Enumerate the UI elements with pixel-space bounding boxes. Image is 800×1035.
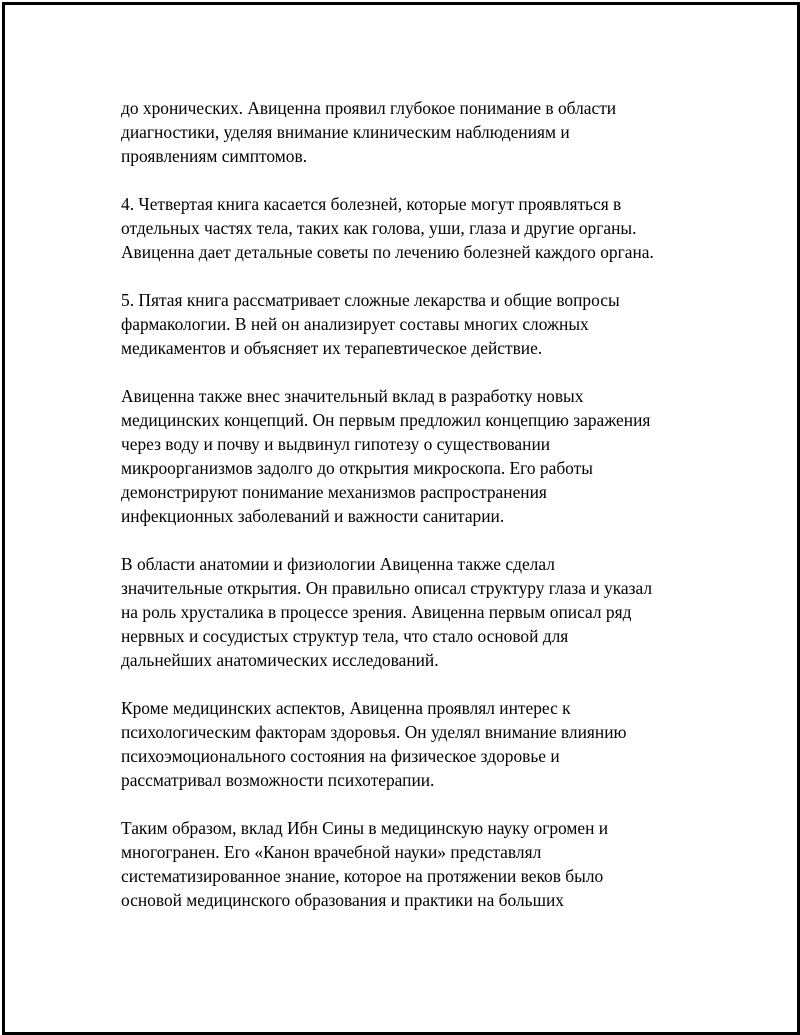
- text-line: психоэмоционального состояния на физическое здоровье и: [121, 746, 560, 766]
- text-line: диагностики, уделяя внимание клиническим наблюдениям и: [121, 122, 570, 142]
- text-line: рассматривал возможности психотерапии.: [121, 770, 435, 790]
- text-line: Кроме медицинских аспектов, Авиценна проявлял интерес к: [121, 698, 571, 718]
- paragraph-book-five: [121, 288, 696, 360]
- page-frame: [2, 2, 800, 1035]
- text-line: на роль хрусталика в процессе зрения. Авиценна первым описал ряд: [121, 602, 632, 622]
- text-line: Авиценна дает детальные советы по лечению болезней каждого органа.: [121, 242, 654, 262]
- text-line: 5. Пятая книга рассматривает сложные лекарства и общие вопросы: [121, 290, 620, 310]
- text-line: В области анатомии и физиологии Авиценна также сделал: [121, 554, 555, 574]
- paragraph-concepts: [121, 384, 696, 528]
- text-line: многогранен. Его «Канон врачебной науки» представлял: [121, 842, 542, 862]
- text-line: до хронических. Авиценна проявил глубокое понимание в области: [121, 98, 617, 118]
- text-line: значительные открытия. Он правильно описал структуру глаза и указал: [121, 578, 653, 598]
- text-line: основой медицинского образования и практики на больших: [121, 890, 564, 910]
- text-line: через воду и почву и выдвинул гипотезу о существовании: [121, 434, 551, 454]
- text-line: отдельных частях тела, таких как голова, уши, глаза и другие органы.: [121, 218, 637, 238]
- paragraph-anatomy: [121, 552, 696, 672]
- paragraph-psychology: [121, 696, 696, 792]
- text-line: дальнейших анатомических исследований.: [121, 650, 439, 670]
- paragraph-book-four: [121, 192, 696, 264]
- text-line: Таким образом, вклад Ибн Сины в медицинскую науку огромен и: [121, 818, 609, 838]
- text-line: Авиценна также внес значительный вклад в разработку новых: [121, 386, 584, 406]
- text-line: психологическим факторам здоровья. Он уделял внимание влиянию: [121, 722, 627, 742]
- text-line: фармакологии. В ней он анализирует составы многих сложных: [121, 314, 589, 334]
- text-line: медицинских концепций. Он первым предложил концепцию заражения: [121, 410, 651, 430]
- page-content: [121, 96, 696, 912]
- paragraph-conclusion: [121, 816, 696, 912]
- text-line: инфекционных заболеваний и важности санитарии.: [121, 506, 505, 526]
- text-line: демонстрируют понимание механизмов распространения: [121, 482, 547, 502]
- text-line: нервных и сосудистых структур тела, что стало основой для: [121, 626, 569, 646]
- text-line: 4. Четвертая книга касается болезней, которые могут проявляться в: [121, 194, 622, 214]
- text-line: проявлениям симптомов.: [121, 146, 308, 166]
- text-line: медикаментов и объясняет их терапевтическое действие.: [121, 338, 543, 358]
- text-line: микроорганизмов задолго до открытия микроскопа. Его работы: [121, 458, 593, 478]
- text-line: систематизированное знание, которое на протяжении веков было: [121, 866, 604, 886]
- paragraph-diagnostics: [121, 96, 696, 168]
